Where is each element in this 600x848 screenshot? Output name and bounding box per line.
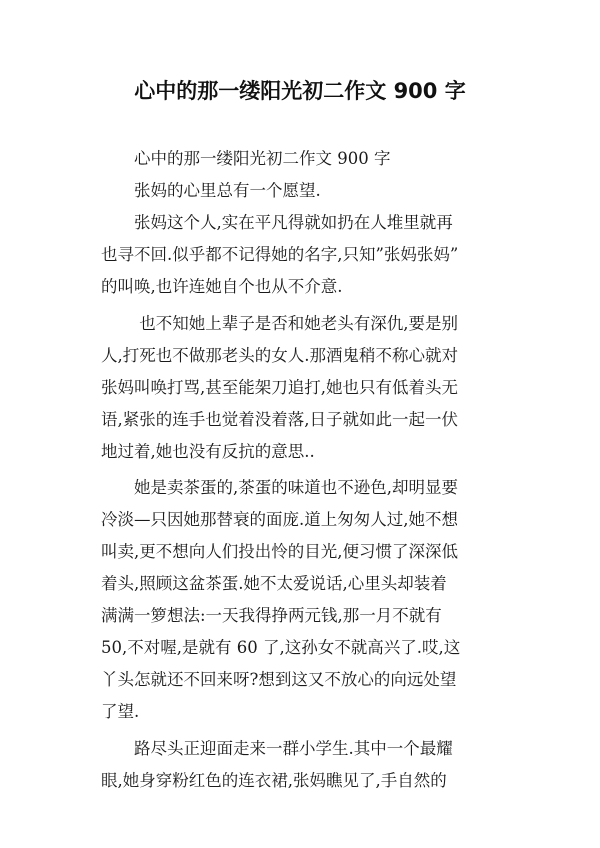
text-line: 心中的那一缕阳光初二作文 900 字 <box>101 149 391 168</box>
text-line: 满满一箩想法:一天我得挣两元钱,那一月不就有 <box>101 606 442 625</box>
text-line: 了望. <box>101 702 140 721</box>
text-line: 也不知她上辈子是否和她老头有深仇,要是别 <box>101 314 458 333</box>
text-line: 路尽头正迎面走来一群小学生.其中一个最耀 <box>101 739 453 758</box>
document-title: 心中的那一缕阳光初二作文 900 字 <box>134 79 466 103</box>
text-line: 的叫唤,也许连她自个也从不介意. <box>101 277 343 296</box>
text-line: 50,不对喔,是就有 60 了,这孙女不就高兴了.哎,这 <box>101 638 461 657</box>
text-line: 人,打死也不做那老头的女人.那酒鬼稍不称心就对 <box>101 346 458 365</box>
text-line: 她是卖茶蛋的,茶蛋的味道也不逊色,却明显要 <box>101 478 458 497</box>
text-line: 也寻不回.似乎都不记得她的名字,只知”张妈张妈” <box>101 245 459 264</box>
text-line: 张妈叫唤打骂,甚至能架刀追打,她也只有低着头无 <box>101 378 458 397</box>
text-line: 丫头怎就还不回来呀?想到这又不放心的向远处望 <box>101 670 457 689</box>
text-line: 着头,照顾这盆茶蛋.她不太爱说话,心里头却装着 <box>101 574 447 593</box>
text-line: 张妈这个人,实在平凡得就如扔在人堆里就再 <box>101 213 453 232</box>
text-line: 叫卖,更不想向人们投出怜的目光,便习惯了深深低 <box>101 542 458 561</box>
text-line: 冷淡—只因她那替衰的面庞.道上匆匆人过,她不想 <box>101 510 458 529</box>
text-line: 张妈的心里总有一个愿望. <box>101 181 321 200</box>
text-line: 语,紧张的连手也觉着没着落,日子就如此一起一伏 <box>101 410 458 429</box>
text-line: 地过着,她也没有反抗的意思.. <box>101 442 315 461</box>
text-line: 眼,她身穿粉红色的连衣裙,张妈瞧见了,手自然的 <box>101 771 447 790</box>
